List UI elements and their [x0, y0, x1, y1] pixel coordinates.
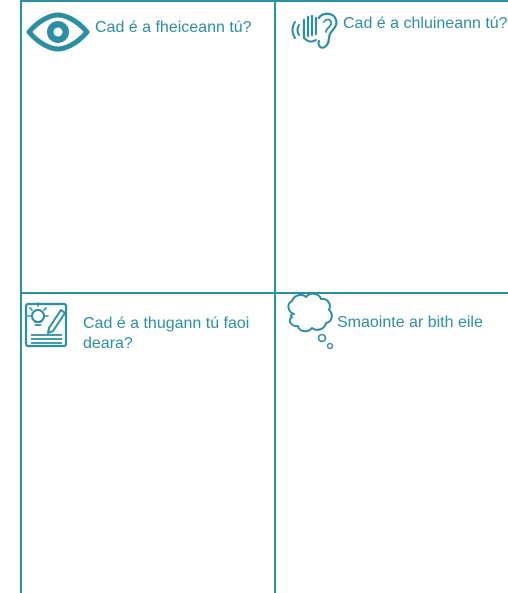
cell-thoughts-label: Smaointe ar bith eile [337, 314, 483, 331]
grid-line-middle [274, 0, 276, 593]
cell-notice-label: Cad é a thugann tú faoi deara? [83, 315, 250, 352]
grid-line-center [20, 292, 508, 294]
observation-grid [20, 0, 508, 593]
cell-hear-label: Cad é a chluineann tú? [343, 15, 508, 32]
eye-icon [26, 12, 90, 52]
grid-line-top [20, 0, 508, 2]
ear-icon [286, 10, 342, 54]
notepad-lightbulb-icon [22, 296, 72, 350]
cell-see-label: Cad é a fheiceann tú? [95, 19, 252, 36]
thought-bubble-icon [282, 292, 338, 354]
